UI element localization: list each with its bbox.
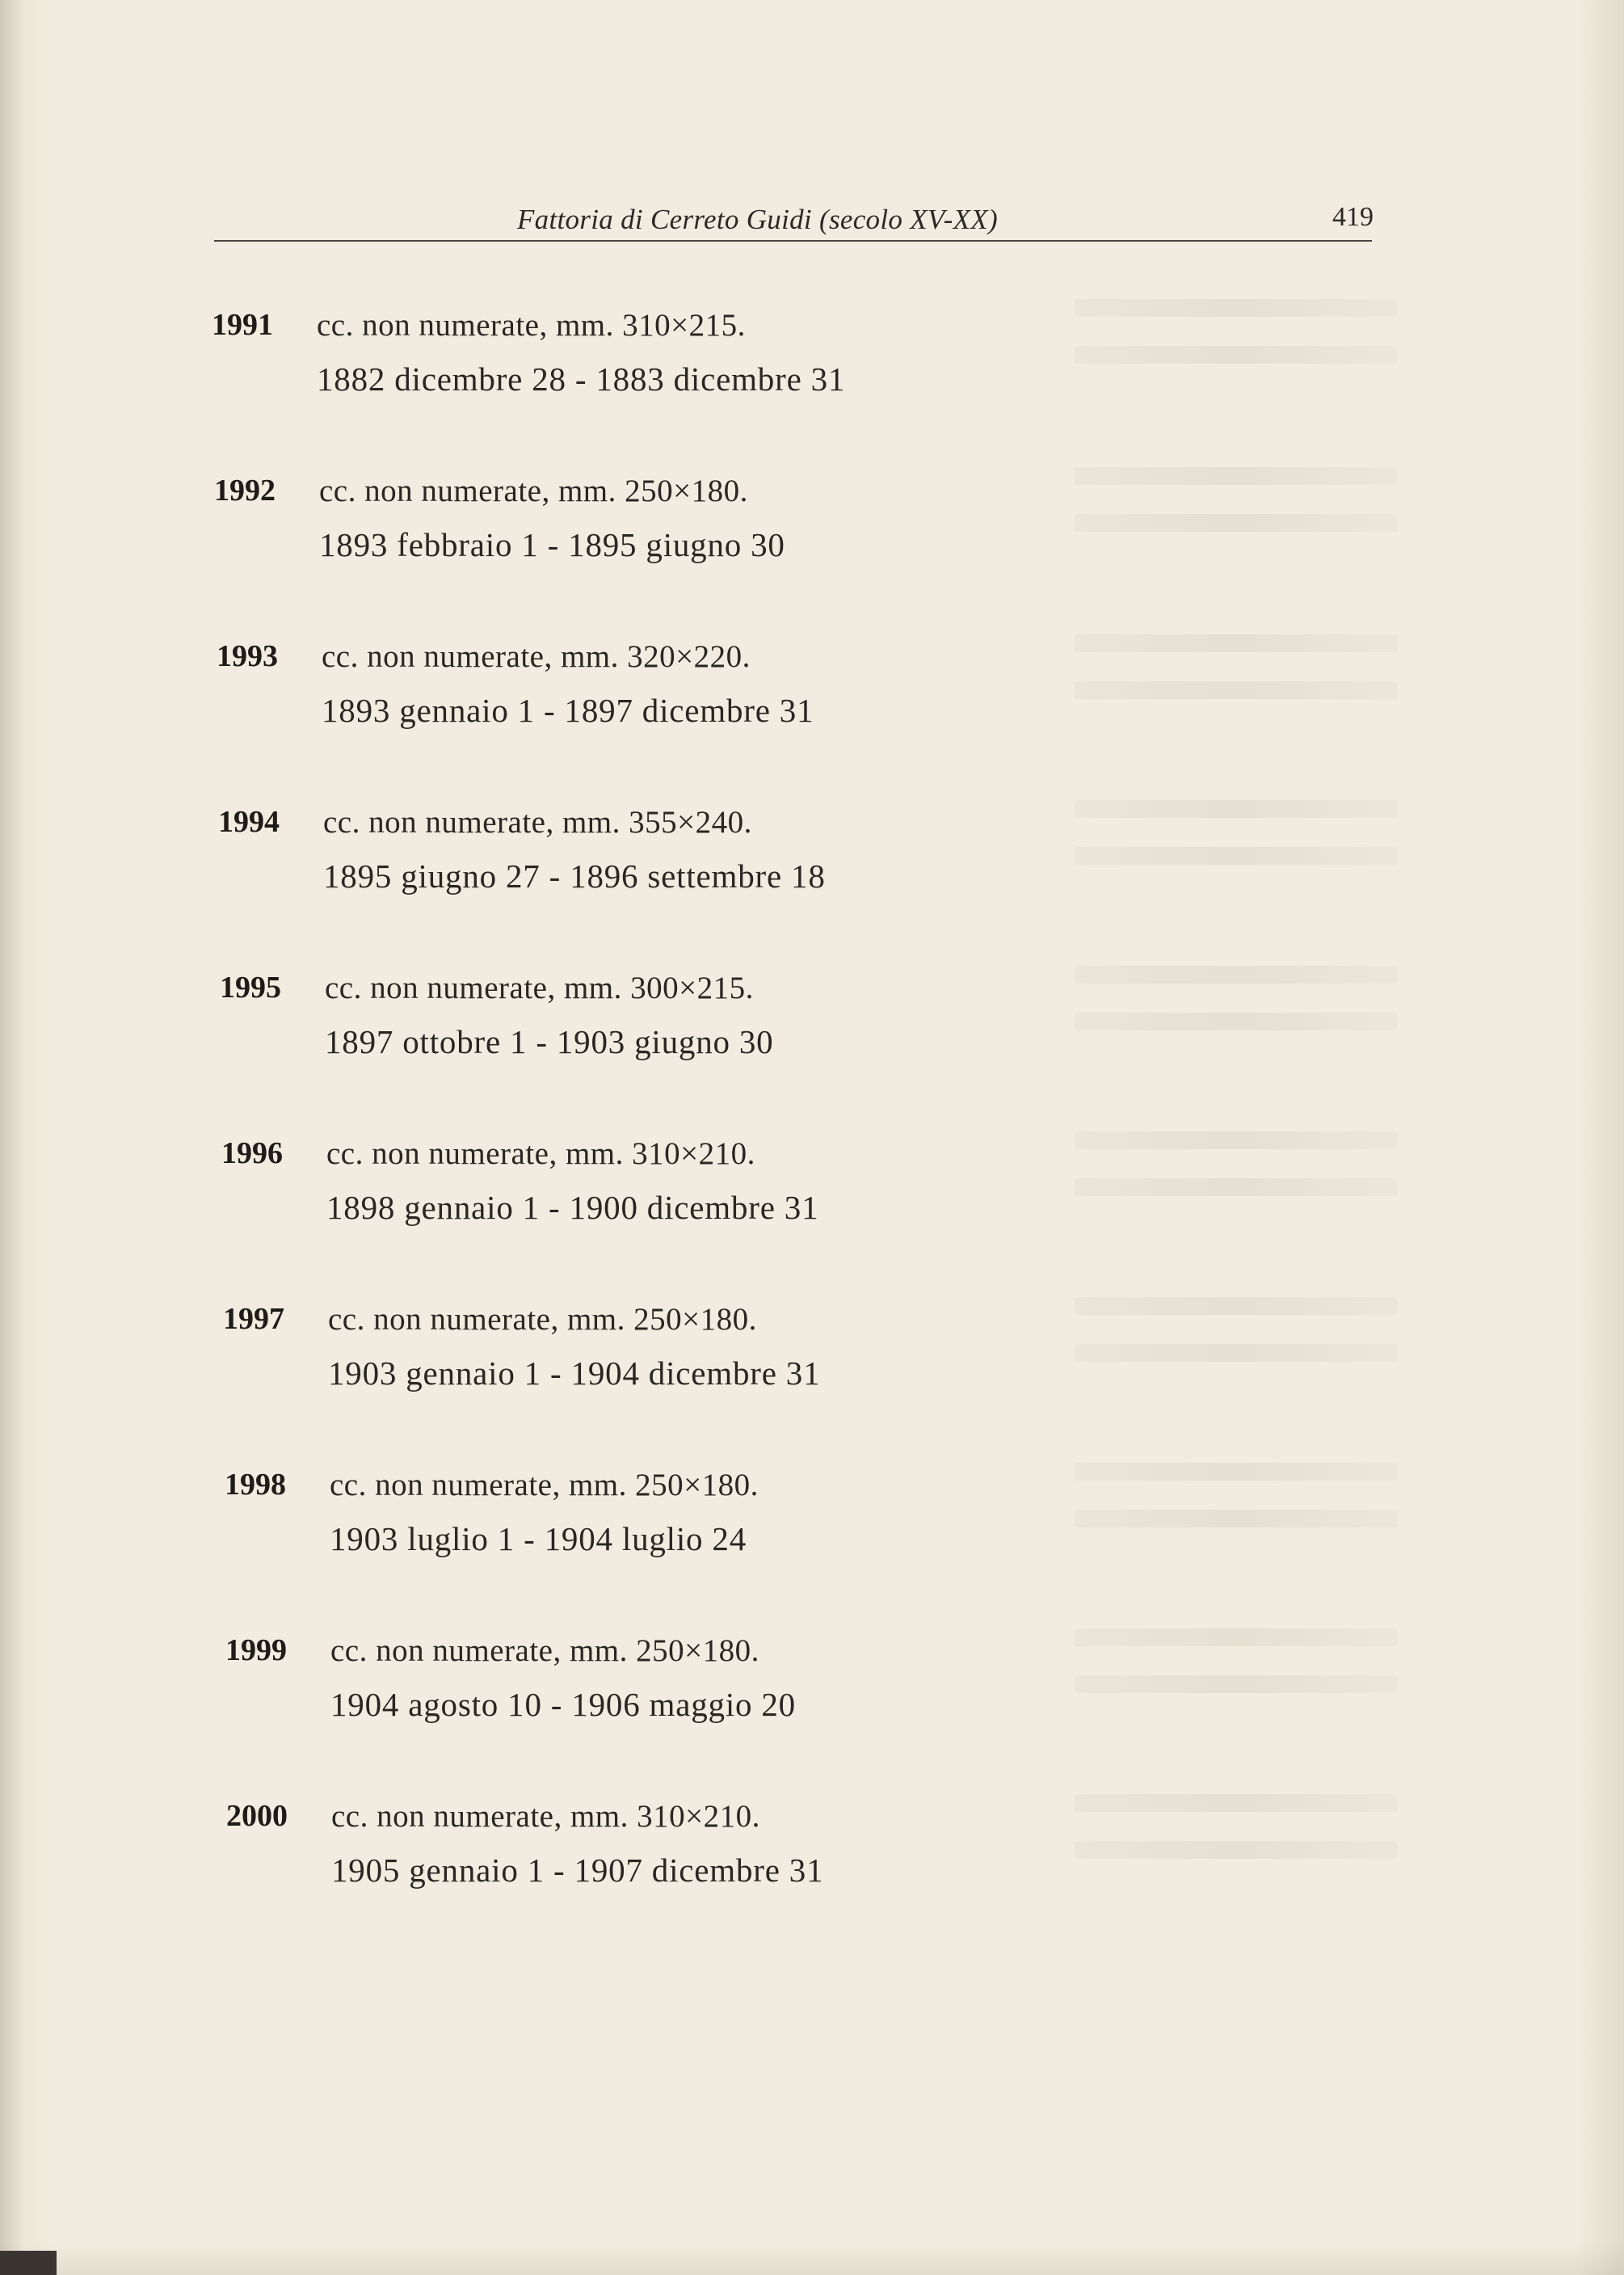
- header-rule: [214, 240, 1372, 242]
- catalog-entry: [226, 1798, 1196, 1927]
- entry-description: cc. non numerate, mm. 310×210.: [326, 1136, 755, 1171]
- entry-number: 1991: [212, 308, 273, 342]
- entry-description: cc. non numerate, mm. 355×240.: [323, 805, 752, 840]
- entry-number: 1993: [217, 639, 278, 673]
- entry-dates: 1893 febbraio 1 - 1895 giugno 30: [319, 526, 785, 563]
- entry-description: cc. non numerate, mm. 250×180.: [330, 1633, 759, 1668]
- entry-dates: 1895 giugno 27 - 1896 settembre 18: [323, 857, 826, 895]
- entry-dates: 1897 ottobre 1 - 1903 giugno 30: [325, 1023, 774, 1060]
- entry-description: cc. non numerate, mm. 320×220.: [322, 639, 751, 674]
- catalog-entry: [217, 638, 1186, 768]
- catalog-entry: [212, 307, 1181, 436]
- entry-number: 1994: [218, 805, 280, 839]
- entry-number: 1996: [221, 1136, 283, 1170]
- catalog-entry: [223, 1301, 1193, 1430]
- entry-description: cc. non numerate, mm. 300×215.: [325, 971, 754, 1005]
- entry-dates: 1898 gennaio 1 - 1900 dicembre 31: [326, 1189, 819, 1226]
- entry-dates: 1893 gennaio 1 - 1897 dicembre 31: [322, 692, 814, 729]
- entry-number: 1995: [220, 971, 281, 1005]
- page-number: 419: [1332, 202, 1374, 232]
- entry-dates: 1903 gennaio 1 - 1904 dicembre 31: [328, 1354, 821, 1392]
- entry-description: cc. non numerate, mm. 310×215.: [317, 308, 746, 343]
- running-title: Fattoria di Cerreto Guidi (secolo XV-XX): [517, 204, 998, 235]
- catalog-entry: [220, 970, 1189, 1099]
- catalog-entry: [221, 1135, 1191, 1265]
- catalog-entry: [218, 804, 1188, 933]
- catalog-entry: [225, 1467, 1194, 1596]
- entry-description: cc. non numerate, mm. 250×180.: [328, 1302, 757, 1337]
- entry-number: 2000: [226, 1799, 288, 1833]
- entry-description: cc. non numerate, mm. 310×210.: [331, 1799, 760, 1834]
- entry-dates: 1904 agosto 10 - 1906 maggio 20: [330, 1686, 796, 1723]
- entry-description: cc. non numerate, mm. 250×180.: [330, 1468, 759, 1502]
- entry-number: 1998: [225, 1468, 286, 1502]
- entry-dates: 1905 gennaio 1 - 1907 dicembre 31: [331, 1852, 824, 1889]
- entry-number: 1997: [223, 1302, 284, 1336]
- catalog-entry: [225, 1633, 1195, 1762]
- entry-description: cc. non numerate, mm. 250×180.: [319, 474, 748, 508]
- entry-number: 1992: [214, 474, 276, 508]
- entry-number: 1999: [225, 1633, 287, 1667]
- entry-dates: 1903 luglio 1 - 1904 luglio 24: [330, 1520, 747, 1557]
- scan-edge: [0, 2251, 57, 2275]
- entry-dates: 1882 dicembre 28 - 1883 dicembre 31: [317, 360, 846, 398]
- catalog-entry: [214, 473, 1184, 602]
